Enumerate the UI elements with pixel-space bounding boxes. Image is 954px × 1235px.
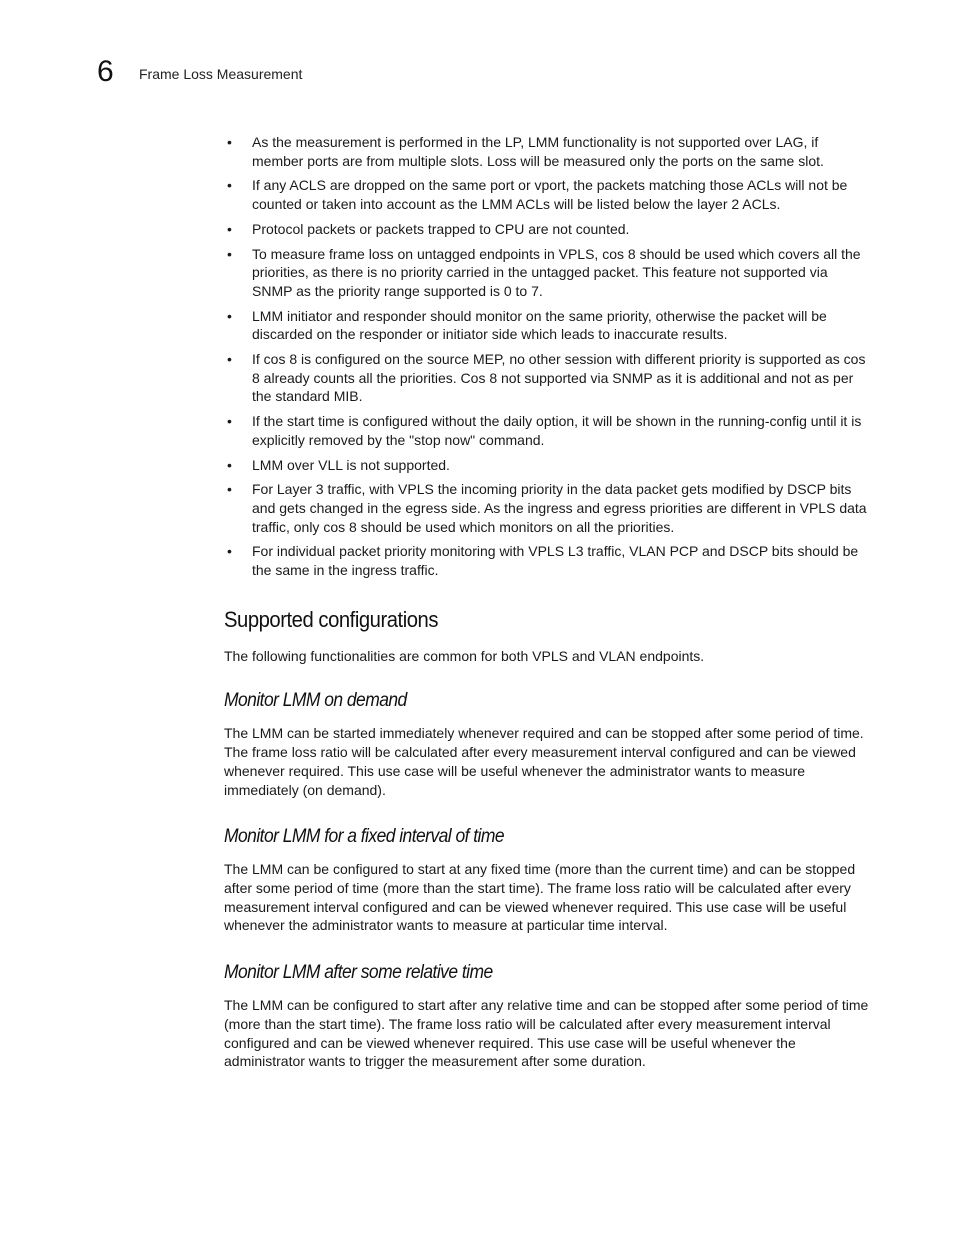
list-item bbox=[224, 245, 870, 301]
bullet-icon: • bbox=[227, 245, 232, 262]
subsection-body: The LMM can be configured to start after any relative time and can be stopped after some period of time (more than the start time). The frame loss ratio will be calculated after every measurement interval configured and can be viewed whenever required. This use case will be useful whenever the administrator wants to trigger the measurement after some duration. bbox=[224, 997, 869, 1070]
subsection-body: The LMM can be configured to start at any fixed time (more than the current time) and can be stopped after some period of time (more than the start time). The frame loss ratio will be calculated after every measurement interval configured and can be viewed whenever required. This use case will be useful whenever the administrator wants to measure at particular time interval. bbox=[224, 861, 856, 934]
chapter-number: 6 bbox=[97, 55, 114, 88]
list-item-text: LMM initiator and responder should monitor on the same priority, otherwise the packet will be discarded on the responder or initiator side which leads to inaccurate results. bbox=[252, 307, 827, 343]
list-item-text: LMM over VLL is not supported. bbox=[252, 456, 450, 473]
list-item bbox=[224, 412, 870, 449]
list-item bbox=[224, 350, 870, 406]
list-item bbox=[224, 220, 870, 239]
bullet-icon: • bbox=[227, 220, 232, 237]
page-header bbox=[97, 54, 302, 90]
bullet-icon: • bbox=[227, 351, 232, 368]
bullet-icon: • bbox=[227, 307, 232, 324]
bullet-icon: • bbox=[227, 481, 232, 498]
list-item-text: As the measurement is performed in the LP, LMM functionality is not supported over LAG, if member ports are from multiple slots. Loss will be measured only the ports on the same slot. bbox=[252, 134, 824, 169]
subsection-heading: Monitor LMM on demand bbox=[224, 690, 407, 712]
list-item bbox=[224, 542, 870, 579]
bullet-list bbox=[224, 133, 870, 580]
bullet-icon: • bbox=[227, 134, 232, 150]
subsection-heading: Monitor LMM after some relative time bbox=[224, 962, 493, 984]
chapter-title: Frame Loss Measurement bbox=[139, 65, 303, 82]
subsection-body: The LMM can be started immediately whenever required and can be stopped after some period of time. The frame loss ratio will be calculated after every measurement interval configured and can be viewed whenever required. This use case will be useful whenever the administrator wants to measure immediately (on demand). bbox=[224, 725, 864, 798]
list-item-text: Protocol packets or packets trapped to CPU are not counted. bbox=[252, 220, 630, 237]
list-item-text: If the start time is configured without the daily option, it will be shown in the running-config until it is explicitly removed by the "stop now" command. bbox=[252, 413, 862, 448]
bullet-icon: • bbox=[227, 413, 232, 430]
list-item-text: If cos 8 is configured on the source MEP, no other session with different priority is supported as cos 8 already counts all the priorities. Cos 8 not supported via SNMP as it is additional and not as per the standard MIB. bbox=[252, 351, 866, 405]
page-content bbox=[224, 133, 870, 1098]
bullet-icon: • bbox=[227, 456, 232, 473]
list-item-text: If any ACLS are dropped on the same port or vport, the packets matching those ACLs will not be counted or taken into account as the LMM ACLs will be listed below the layer 2 ACLs. bbox=[252, 177, 848, 213]
list-item bbox=[224, 456, 870, 475]
list-item-text: For Layer 3 traffic, with VPLS the incoming priority in the data packet gets modified by DSCP bits and gets changed in the egress side. As the ingress and egress priorities are different in VPLS data traffic, only cos 8 should be used which monitors on all the priorities. bbox=[252, 481, 867, 535]
list-item bbox=[224, 176, 870, 213]
list-item-text: To measure frame loss on untagged endpoints in VPLS, cos 8 should be used which covers all the priorities, as there is no priority carried in the untagged packet. This feature not supported via SNMP as the priority range supported is 0 to 7. bbox=[252, 245, 861, 299]
bullet-icon: • bbox=[227, 543, 232, 560]
list-item-text: For individual packet priority monitoring with VPLS L3 traffic, VLAN PCP and DSCP bits should be the same in the ingress traffic. bbox=[252, 543, 859, 579]
list-item bbox=[224, 480, 870, 536]
list-item bbox=[224, 133, 870, 170]
bullet-icon: • bbox=[227, 177, 232, 194]
subsection-heading: Monitor LMM for a fixed interval of time bbox=[224, 826, 505, 848]
section-heading: Supported configurations bbox=[224, 606, 439, 632]
list-item bbox=[224, 307, 870, 344]
section-intro: The following functionalities are common for both VPLS and VLAN endpoints. bbox=[224, 647, 705, 664]
